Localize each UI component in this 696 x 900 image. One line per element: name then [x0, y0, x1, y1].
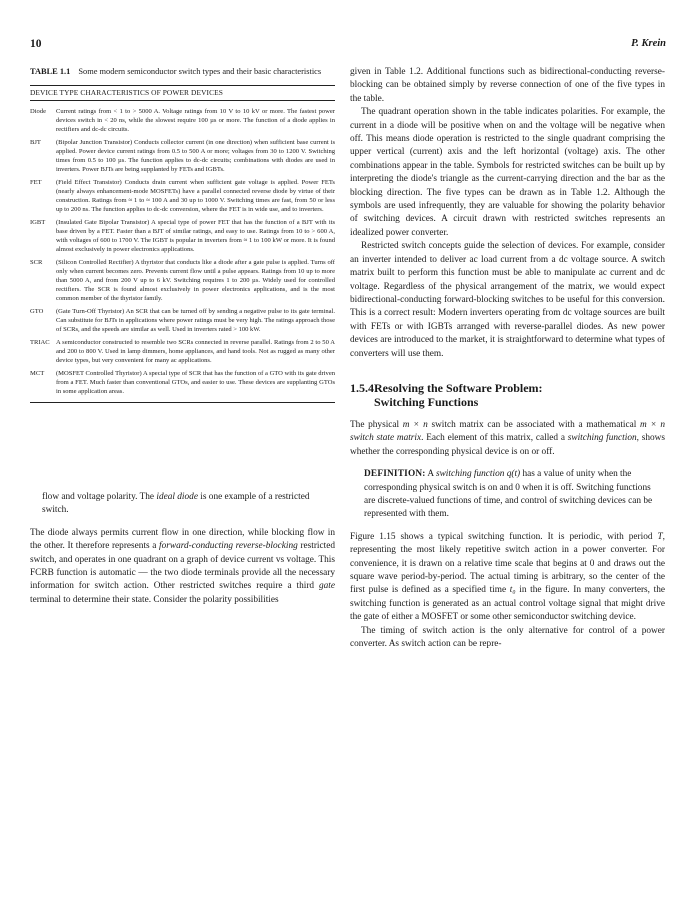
device-description-cell: Current ratings from < 1 to > 5000 A. Voltage ratings from 10 V to 10 kV or more. The fastest power devices switch in < 20 ns, while the slowest require 100 µs or more. The function of a diode applies in rectifiers and dc-dc circuits. — [56, 108, 335, 133]
device-type-cell: TRIAC — [30, 339, 50, 346]
table-row — [30, 178, 335, 218]
table-column-header: DEVICE TYPE CHARACTERISTICS OF POWER DEVICES — [30, 85, 335, 101]
right-paragraph-3: Restricted switch concepts guide the selection of devices. For example, consider an inverter intended to deliver ac load current from a dc voltage source. A switch matrix built to perform this function must be able to manipulate ac current and dc voltage. Regardless of the physical arrangement of the matrix, we would expect bidirectional-conducting forward-blocking switches to be useful for this conversion. This is a correct result: Modern inverters operating from dc voltage sources are built with FETs or with IGBTs arranged with reverse-parallel diodes. As new power devices are introduced to the market, it is straightforward to determine what types of converters will use them. — [350, 241, 665, 359]
right-column — [350, 66, 665, 651]
definition-tail-italic: ideal diode — [156, 492, 198, 502]
device-type-cell: BJT — [30, 139, 41, 146]
device-type-cell: IGBT — [30, 219, 46, 226]
right-paragraph-1: given in Table 1.2. Additional functions such as bidirectional-conducting reverse-blocking can be obtained simply by reverse connection of one of the five types in the table. — [350, 67, 665, 104]
p4-text-a: The physical — [350, 419, 403, 430]
table-caption-text: Some modern semiconductor switch types and their basic characteristics — [78, 67, 322, 76]
section-title-line-2: Switching Functions — [374, 394, 479, 409]
device-description-cell: A semiconductor constructed to resemble two SCRs connected in reverse parallel. Ratings from 2 to 50 A and 200 to 800 V. Used in lamp dimmers, home appliances, and hand tools. Not as rugged as many other device types, but very convenient for many ac applications. — [56, 339, 335, 364]
table-row — [30, 338, 335, 369]
table-row — [30, 369, 335, 400]
table-label: TABLE 1.1 — [30, 67, 71, 76]
left-paragraph-diode — [30, 527, 335, 607]
left-p1-text-a: The diode always permits current flow in one direction, while blocking flow in the other. It therefore represents a — [30, 527, 335, 552]
device-type-cell: Diode — [30, 108, 46, 115]
definition-italic: switching function q(t) — [435, 469, 521, 480]
definition-tail — [42, 491, 335, 518]
p4-mxn: m × n — [402, 419, 428, 430]
section-number: 1.5.4 — [350, 380, 374, 395]
left-p1-italic-gate: gate — [318, 581, 335, 592]
running-header-author: P. Krein — [631, 38, 666, 49]
table-row — [30, 258, 335, 307]
table-row — [30, 138, 335, 178]
device-description-cell: (Bipolar Junction Transistor) Conducts collector current (in one direction) when sufficient base current is applied. Power device current ratings from 0.5 to 500 A or more; voltages from 30 to 1200 V. Switching times from 0.5 to 100 µs. The function applies to dc-dc circuits; combinations with diodes are used in inverters. Power BJTs are being supplanted by FETs and IGBTs. — [56, 139, 335, 173]
device-description-cell: (MOSFET Controlled Thyristor) A special type of SCR that has the function of a GTO with its gate driven from a FET. Much faster than conventional GTOs, and easier to use. These devices are supplanting GTOs in some application areas. — [56, 370, 335, 395]
left-p1-text-c: terminal to determine their state. Consider the polarity possibilities — [30, 594, 279, 605]
device-type-cell: MCT — [30, 370, 45, 377]
table-row — [30, 218, 335, 258]
p4-text-d: , shows whether the corresponding physical device is on or off. — [350, 433, 665, 457]
device-description-cell: (Gate Turn-Off Thyristor) An SCR that can be turned off by sending a negative pulse to its gate terminal. Can substitute for BJTs in applications where power ratings must be very high. The ratings approach those of SCRs, and the speeds are similar as well. Used in inverters rated > 100 kW. — [56, 308, 335, 333]
right-paragraph-4 — [350, 419, 665, 459]
p5-text-a: Figure 1.15 shows a typical switching function. It is periodic, with period — [350, 531, 658, 542]
section-title-line-1: Resolving the Software Problem: — [374, 380, 543, 395]
right-paragraph-6: The timing of switch action is the only alternative for control of a power converter. As switch action can be repre- — [350, 625, 665, 650]
p5-text-b: , representing the most likely repetitive switch action in a power converter. For convenience, it is drawn on a relative time scale that begins at 0 and draws out the square wave period-by-period. The actual timing is arbitrary, so the center of the first pulse is defined as a specified time — [350, 531, 665, 596]
definition-tail-text-1: flow and voltage polarity. The — [42, 492, 157, 502]
left-p1-italic: forward-conducting reverse-blocking — [159, 541, 298, 552]
definition-tail-text-2: is one example of a restricted switch. — [42, 492, 310, 516]
device-description-cell: (Silicon Controlled Rectifier) A thyristor that conducts like a diode after a gate pulse is applied. Turns off only when current becomes zero. Prevents current flow until a pulse appears. Ratings from 10 up to more than 5000 A, and from 200 V up to 6 kV. Switching requires 1 to 200 µs. Widely used for controlled rectifiers. The SCR is found almost exclusively in power electronics applications, and is the most common member of the thyristor family. — [56, 259, 335, 302]
right-paragraph-2: The quadrant operation shown in the table indicates polarities. For example, the current in a diode will be positive when on and the voltage will be negative when off. This means diode operation is restricted to the single quadrant comprising the upper vertical (current) axis and the left horizontal (voltage) axis. The other combinations appear in the table. Symbols for restricted switches can be built up by interpreting the diode's triangle as the current-carrying direction and the bar as the blocking direction. The five types can be drawn as in Table 1.2. Although the symbols are used infrequently, they are valuable for showing the polarity behavior of switching devices. A circuit drawn with restricted switches represents an idealized power converter. — [350, 107, 665, 238]
device-description-cell: (Insulated Gate Bipolar Transistor) A special type of power FET that has the function of a BJT with its base driven by a FET. Faster than a BJT of similar ratings, and easy to use. Ratings from 10 to > 600 A, with voltages of 600 to 1700 V. The IGBT is popular in inverters from ≈ 1 to 100 kW or more. It is found almost exclusively in power electronics applications. — [56, 219, 335, 253]
definition-label: DEFINITION: — [364, 469, 426, 480]
device-type-cell: GTO — [30, 308, 44, 315]
device-type-cell: FET — [30, 179, 42, 186]
table-row — [30, 107, 335, 138]
right-paragraph-5 — [350, 531, 665, 625]
table-caption — [30, 66, 335, 77]
left-column — [30, 66, 335, 607]
device-type-cell: SCR — [30, 259, 43, 266]
p5-text-c: in the figure. In many converters, the switching function is generated as an actual control voltage signal that might drive the gate of either a MOSFET or some other semiconductor switching device. — [350, 585, 665, 623]
definition-text-a: A — [425, 469, 436, 480]
device-description-cell: (Field Effect Transistor) Conducts drain current when sufficient gate voltage is applied. Power FETs (nearly always enhancement-mode MOSFETs) have a parallel connected reverse diode by virtue of their construction. Ratings from ≈ 1 to ≈ 100 A and 30 up to 1000 V. Switching times are fast, from 50 or less up to 200 ns. The function applies to dc-dc conversion, where the FET is in wide use, and to inverters. — [56, 179, 335, 213]
p4-text-c: . Each element of this matrix, called a — [421, 433, 568, 444]
left-p1-text-b: restricted switch, and operates in one quadrant on a graph of device current vs voltage. This FCRB function is automatic — the two diode terminals provide all the necessary information for switch action. Other restricted switches require a third — [30, 541, 335, 592]
page-number: 10 — [30, 38, 42, 50]
p4-text-b: switch matrix can be associated with a mathematical — [427, 419, 640, 430]
p5-t0-symbol: t₀ — [509, 585, 516, 596]
table-row — [30, 307, 335, 338]
device-table — [30, 107, 335, 400]
p4-mxn-state-matrix: m × n switch state matrix — [350, 419, 665, 444]
p5-period-symbol: T — [657, 531, 663, 542]
definition-text-b: has a value of unity when the corresponding physical switch is on and 0 when it is off. Switching functions are discrete-valued functions of time, and control of switching devices can be represented with them. — [364, 469, 653, 520]
definition-block — [364, 468, 665, 522]
section-heading — [350, 381, 665, 409]
p4-switching-function: switching function — [567, 433, 637, 444]
device-table-body — [30, 107, 335, 400]
